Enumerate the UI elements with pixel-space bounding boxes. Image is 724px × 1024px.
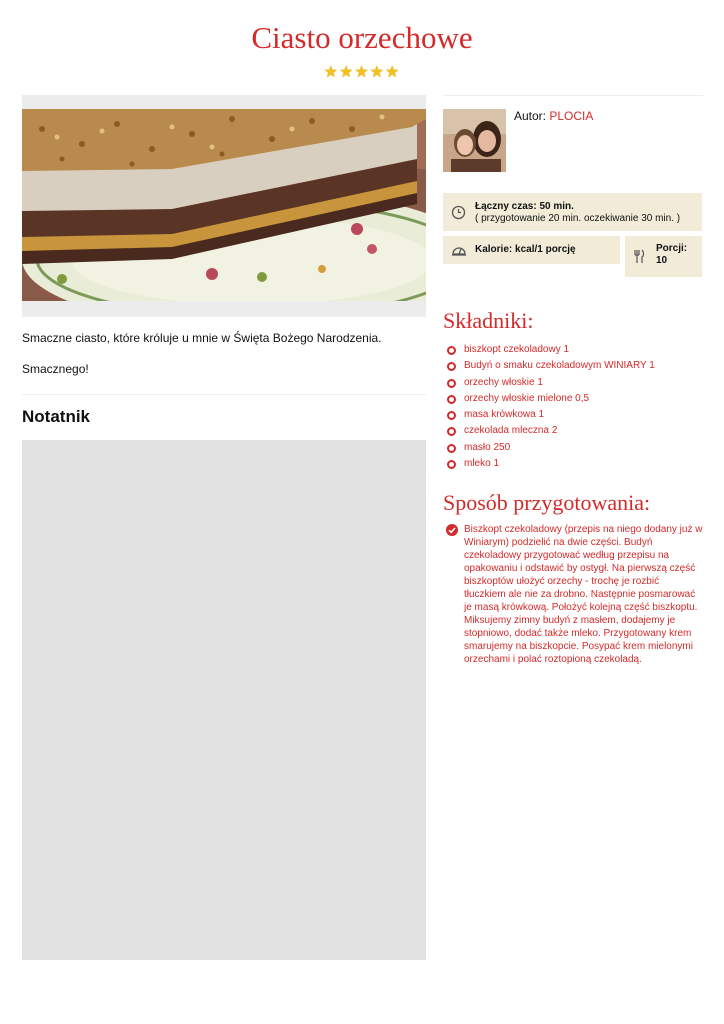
divider — [22, 394, 426, 395]
list-item — [443, 375, 703, 391]
recipe-photo — [22, 109, 426, 301]
calories-label: Kalorie: kcal/1 porcję — [475, 244, 576, 255]
circle-bullet-icon — [447, 362, 456, 371]
ingredient-text: Budyń o smaku czekoladowym WINIARY 1 — [464, 360, 655, 372]
ingredient-text: czekolada mleczna 2 — [464, 425, 558, 437]
intro-paragraph: Smacznego! — [22, 362, 89, 376]
step-text: Biszkopt czekoladowy (przepis na niego dodany już w Winiarym) podzielić na dwie części. Budyń czekoladowy przygotować według przepisu na opakowaniu i odstawić by ostygł. Na pierwszą część biszkoptów ułożyć orzechy - trochę je rozbić tłuczkiem ale nie za drobno. Następnie posmarować je masą krówkową. Położyć kolejną część biszkoptu. Miksujemy zimny budyń z masłem, dodajemy je stopniowo, dodać także mleko. Przygotowany krem smarujemy na biszkopcie. Posypać krem mielonymi orzechami i polać roztopioną czekoladą. — [464, 524, 703, 665]
recipe-intro — [22, 330, 426, 392]
intro-paragraph: Smaczne ciasto, które króluje u mnie w Święta Bożego Narodzenia. — [22, 331, 382, 345]
divider — [22, 316, 426, 317]
clock-icon — [451, 205, 466, 225]
ingredient-text: orzechy włoskie mielone 0,5 — [464, 392, 590, 404]
check-circle-icon — [446, 524, 458, 536]
circle-bullet-icon — [447, 444, 456, 453]
rating-stars: ★★★★★ — [323, 64, 401, 81]
circle-bullet-icon — [447, 460, 456, 469]
list-item — [443, 358, 703, 374]
author-label: Autor: — [514, 109, 547, 123]
list-item — [443, 391, 703, 407]
method-steps — [443, 523, 703, 666]
recipe-title: Ciasto orzechowe — [251, 20, 473, 55]
total-time-label: Łączny czas: 50 min. — [475, 201, 574, 212]
list-item — [443, 407, 703, 423]
author-name-link[interactable]: PLOCIA — [549, 109, 594, 123]
ingredient-text: masło 250 — [464, 441, 511, 453]
cutlery-icon — [633, 249, 645, 269]
portions-label: Porcji: — [656, 243, 688, 254]
ingredients-list — [443, 342, 703, 472]
ingredient-text: biszkopt czekoladowy 1 — [464, 344, 570, 355]
divider — [443, 95, 703, 96]
time-detail: ( przygotowanie 20 min. oczekiwanie 30 min. ) — [475, 213, 681, 224]
method-heading: Sposób przygotowania: — [443, 490, 651, 515]
ingredient-text: mleko 1 — [464, 458, 500, 470]
author-info — [514, 109, 593, 123]
portions-value: 10 — [656, 255, 668, 266]
ingredient-text: masa krówkowa 1 — [464, 409, 545, 421]
total-time-box — [443, 193, 702, 231]
list-item — [443, 423, 703, 439]
calories-box — [443, 236, 620, 264]
ingredient-text: orzechy włoskie 1 — [464, 376, 543, 388]
notes-heading: Notatnik — [22, 407, 90, 426]
portions-box — [625, 236, 702, 277]
circle-bullet-icon — [447, 395, 456, 404]
circle-bullet-icon — [447, 411, 456, 420]
circle-bullet-icon — [447, 346, 456, 355]
scale-icon — [451, 242, 467, 262]
list-item — [443, 523, 703, 666]
circle-bullet-icon — [447, 379, 456, 388]
recipe-photo-frame — [22, 95, 426, 316]
ingredients-heading: Składniki: — [443, 308, 534, 333]
notes-area[interactable] — [22, 440, 426, 960]
list-item — [443, 440, 703, 456]
list-item — [443, 456, 703, 472]
circle-bullet-icon — [447, 427, 456, 436]
list-item — [443, 342, 703, 358]
author-avatar[interactable] — [443, 109, 506, 172]
